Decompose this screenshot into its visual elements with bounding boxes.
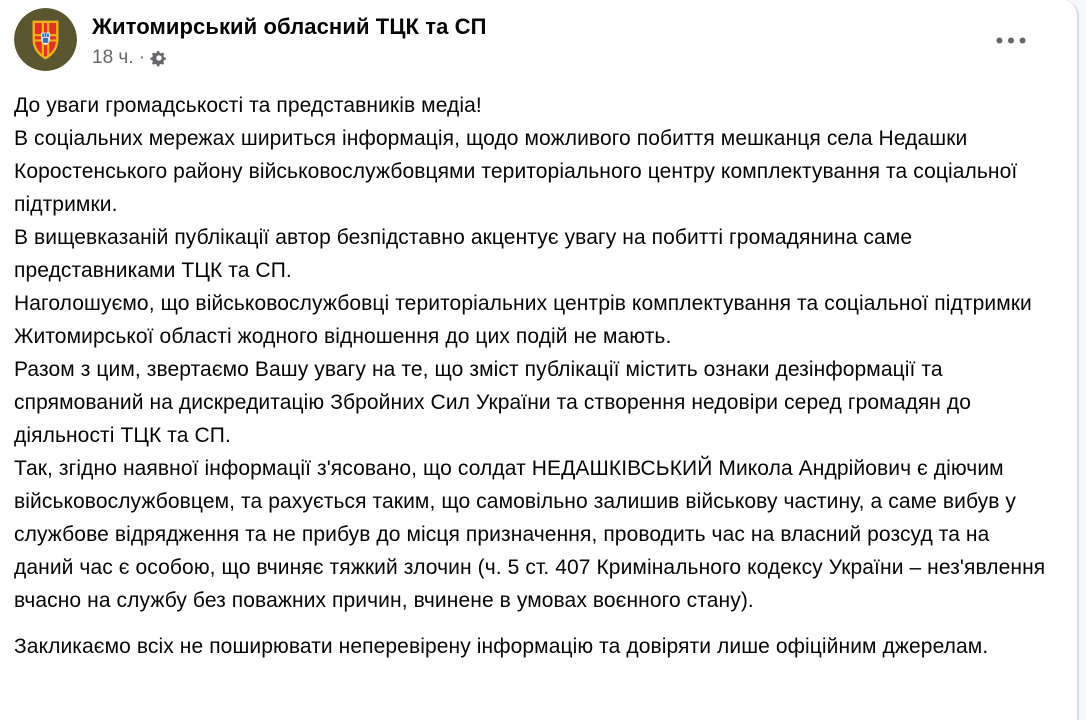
post-paragraph: Наголошуємо, що військовослужбовці територіальних центрів комплектування та соціальної підтримки Житомирської області жодного відношення до цих подій не мають.	[14, 292, 1032, 348]
post-paragraph: В соціальних мережах шириться інформація, щодо можливого побиття мешканця села Недашки Коростенського району військовослужбовцями територіального центру комплектування та соціальної підтримки.	[14, 127, 1018, 216]
post-paragraph: До уваги громадськості та представників медіа!	[14, 94, 482, 117]
ellipsis-icon	[995, 36, 1027, 45]
header-text-block	[92, 13, 487, 69]
zhytomyr-tcc-emblem-icon	[14, 8, 77, 71]
post-paragraph-closing: Закликаємо всіх не поширювати неперевірену інформацію та довіряти лише офіційним джерелам.	[14, 635, 989, 658]
post-paragraph: Разом з цим, звертаємо Вашу увагу на те, що зміст публікації містить ознаки дезінформації та спрямований на дискредитацію Збройних Сил України та створення недовіри серед громадян до діяльності ТЦК та СП.	[14, 358, 972, 447]
meta-separator: ·	[138, 47, 145, 68]
timestamp[interactable]: 18 ч.	[92, 47, 134, 68]
post-header	[0, 0, 1077, 80]
gear-icon	[150, 49, 168, 67]
post-meta-row	[92, 47, 487, 69]
post-paragraph: Так, згідно наявної інформації з'ясовано, що солдат НЕДАШКІВСЬКИЙ Микола Андрійович є діючим військовослужбовцем, та рахується таким, що самовільно залишив військову частину, а саме вибув у службове відрядження та не прибув до місця призначення, проводить час на власний розсуд та на даний час є особою, що вчиняє тяжкий злочин (ч. 5 ст. 407 Кримінального кодексу України – нез'явлення вчасно на службу без поважних причин, вчинене в умовах воєнного стану).	[14, 457, 1046, 612]
more-options-button[interactable]	[991, 26, 1031, 54]
post-text	[0, 80, 1077, 663]
page-name-link[interactable]: Житомирський обласний ТЦК та СП	[92, 14, 487, 39]
page-avatar[interactable]	[14, 8, 77, 71]
post-paragraph: В вищевказаній публікації автор безпідставно акцентує увагу на побитті громадянина саме представниками ТЦК та СП.	[14, 226, 913, 282]
